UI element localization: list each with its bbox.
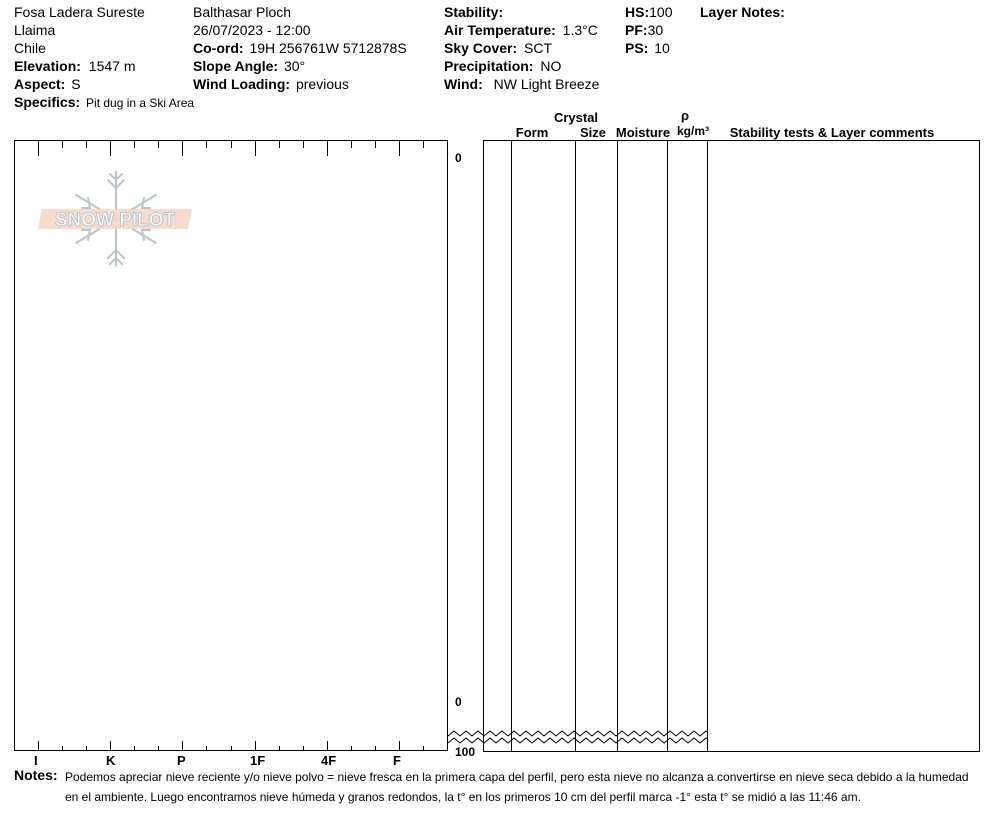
observation-datetime: 26/07/2023 - 12:00: [193, 22, 311, 38]
hardness-label-k: K: [106, 753, 116, 768]
aspect-label: Aspect:: [14, 76, 66, 92]
specifics-value: Pit dug in a Ski Area: [86, 96, 195, 110]
col-header-rho: ρ: [680, 108, 690, 123]
slope-label: Slope Angle:: [193, 58, 279, 74]
stability-label: Stability:: [444, 4, 504, 20]
wind-label: Wind:: [444, 76, 483, 92]
sky-cover-label: Sky Cover:: [444, 40, 518, 56]
notes-text: Podemos apreciar nieve reciente y/o nieve polvo = nieve fresca en la primera capa del perfil, pero esta nieve no alcanza a convertirse en nieve seca debido a la humedad en el ambiente. Luego encontramos nieve húmeda y granos redondos, la t° en los primeros 10 cm del perfil marca -1° esta t° se midió a las 11:46 am.: [65, 770, 969, 804]
ps-label: PS:: [625, 40, 649, 56]
hardness-label-p: P: [177, 753, 186, 768]
col-divider-comments: [707, 140, 708, 752]
hardness-label-4f: 4F: [321, 753, 337, 768]
col-header-crystal: Crystal: [553, 110, 599, 125]
col-divider-moisture: [617, 140, 618, 752]
precipitation-label: Precipitation:: [444, 58, 534, 74]
ps-value: 10: [654, 40, 670, 56]
hs-label: HS:: [625, 4, 650, 20]
elevation-value: 1547 m: [88, 58, 136, 74]
top-ticks: [39, 140, 424, 156]
col-header-density-unit: kg/m³: [676, 124, 709, 138]
bottom-ticks: [39, 741, 424, 751]
layer-notes-label: Layer Notes:: [700, 4, 785, 20]
hardness-label-i: I: [34, 753, 38, 768]
location-name: Fosa Ladera Sureste: [14, 4, 145, 20]
air-temp-value: 1.3°C: [562, 22, 598, 38]
layer-table: [483, 140, 980, 752]
snowpilot-logo: [36, 170, 196, 270]
depth-label-mid: 0: [455, 695, 462, 709]
pf-label: PF:: [625, 22, 648, 38]
air-temp-label: Air Temperature:: [444, 22, 556, 38]
hs-value: 100: [649, 4, 673, 20]
logo-text: SNOW PILOT: [54, 210, 176, 231]
hardness-label-1f: 1F: [250, 753, 266, 768]
aspect-value: S: [71, 76, 81, 92]
country-name: Chile: [14, 40, 46, 56]
col-divider-density: [667, 140, 668, 752]
specifics-label: Specifics:: [14, 94, 81, 110]
slope-value: 30°: [283, 58, 306, 74]
col-header-stability: Stability tests & Layer comments: [729, 125, 935, 140]
hardness-label-f: F: [393, 753, 401, 768]
wind-value: NW Light Breeze: [493, 76, 600, 92]
col-header-size: Size: [579, 125, 606, 140]
coord-value: 19H 256761W 5712878S: [249, 40, 407, 56]
pf-value: 30: [647, 22, 664, 38]
col-divider-size: [575, 140, 576, 752]
col-header-moisture: Moisture: [615, 125, 671, 140]
elevation-label: Elevation:: [14, 58, 81, 74]
depth-label-top: 0: [455, 151, 462, 165]
depth-label-bottom: 100: [455, 745, 476, 759]
col-header-form: Form: [515, 125, 549, 140]
notes-label: Notes:: [14, 767, 58, 783]
observer-name: Balthasar Ploch: [193, 4, 292, 20]
wind-loading-value: previous: [295, 76, 349, 92]
region-name: Llaima: [14, 22, 56, 38]
precipitation-value: NO: [540, 58, 562, 74]
coord-label: Co-ord:: [193, 40, 244, 56]
sky-cover-value: SCT: [524, 40, 553, 56]
wind-loading-label: Wind Loading:: [193, 76, 291, 92]
col-divider-form: [511, 140, 512, 752]
